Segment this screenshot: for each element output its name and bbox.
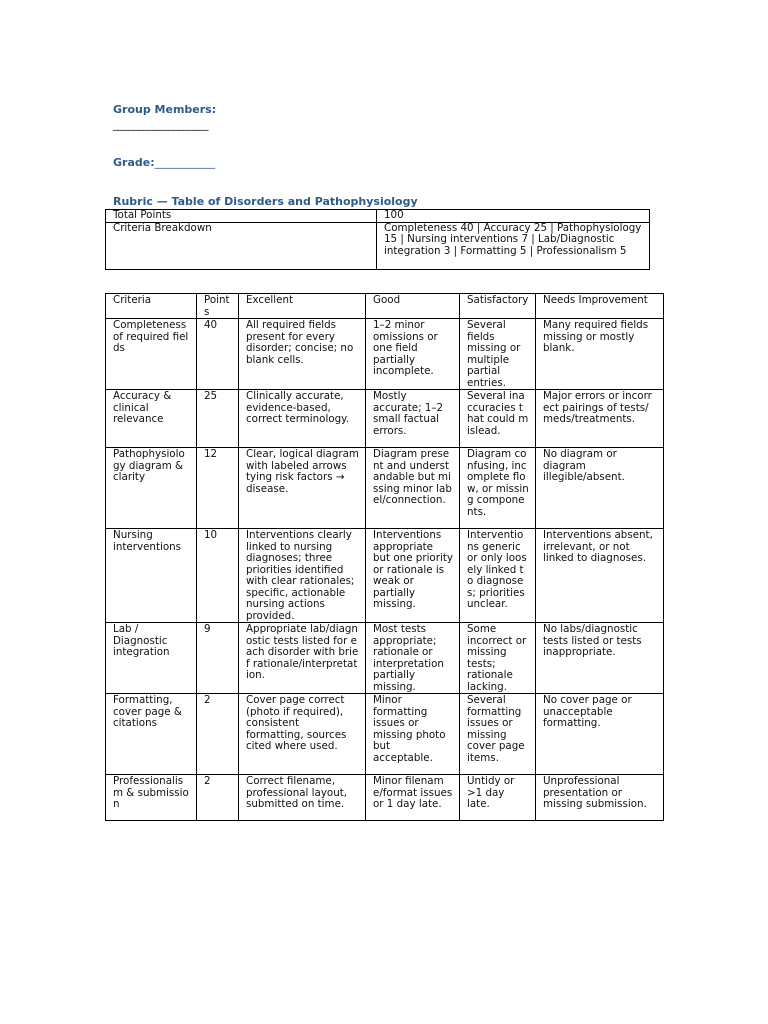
- header-criteria: Criteria: [106, 294, 197, 319]
- cell-good: Minor filename/format issues or 1 day late.: [366, 775, 460, 821]
- table-row: [106, 448, 664, 529]
- group-members-blank: ___________________: [113, 118, 208, 131]
- summary-row: [106, 210, 650, 223]
- cell-needs-improvement: No diagram or diagram illegible/absent.: [536, 448, 664, 529]
- cell-good: Diagram present and understandable but missing minor label/connection.: [366, 448, 460, 529]
- table-header-row: [106, 294, 664, 319]
- rubric-title: Rubric — Table of Disorders and Pathophysiology: [113, 195, 418, 208]
- cell-needs-improvement: No labs/diagnostic tests listed or tests inappropriate.: [536, 623, 664, 694]
- summary-value: 100: [377, 210, 650, 223]
- grade-blank: ____________: [154, 156, 215, 169]
- cell-criteria: Lab / Diagnostic integration: [106, 623, 197, 694]
- cell-points: 25: [197, 390, 239, 448]
- summary-value: Completeness 40 | Accuracy 25 | Pathophysiology 15 | Nursing interventions 7 | Lab/Diagnostic integration 3 | Formatting 5 | Professionalism 5: [377, 222, 650, 269]
- cell-points: 10: [197, 529, 239, 623]
- cell-points: 2: [197, 694, 239, 775]
- cell-satisfactory: Interventions generic or only loosely linked to diagnoses; priorities unclear.: [460, 529, 536, 623]
- summary-label: Criteria Breakdown: [106, 222, 377, 269]
- header-points: Points: [197, 294, 239, 319]
- cell-satisfactory: Some incorrect or missing tests; rationale lacking.: [460, 623, 536, 694]
- cell-points: 40: [197, 319, 239, 390]
- summary-row: [106, 222, 650, 269]
- cell-excellent: Interventions clearly linked to nursing diagnoses; three priorities identified with clear rationales; specific, actionable nursing actions provided.: [239, 529, 366, 623]
- cell-excellent: Correct filename, professional layout, submitted on time.: [239, 775, 366, 821]
- cell-excellent: Appropriate lab/diagnostic tests listed for each disorder with brief rationale/interpretation.: [239, 623, 366, 694]
- header-needs-improvement: Needs Improvement: [536, 294, 664, 319]
- table-row: [106, 775, 664, 821]
- cell-criteria: Nursing interventions: [106, 529, 197, 623]
- cell-excellent: Cover page correct (photo if required), consistent formatting, sources cited where used.: [239, 694, 366, 775]
- grade-line: [113, 156, 215, 169]
- cell-criteria: Pathophysiology diagram & clarity: [106, 448, 197, 529]
- grade-label: Grade:: [113, 156, 155, 169]
- table-row: [106, 529, 664, 623]
- cell-good: Minor formatting issues or missing photo but acceptable.: [366, 694, 460, 775]
- cell-needs-improvement: Many required fields missing or mostly blank.: [536, 319, 664, 390]
- summary-label: Total Points: [106, 210, 377, 223]
- rubric-table: [105, 293, 664, 821]
- cell-excellent: Clear, logical diagram with labeled arrows tying risk factors → disease.: [239, 448, 366, 529]
- table-row: [106, 694, 664, 775]
- cell-satisfactory: Several formatting issues or missing cover page items.: [460, 694, 536, 775]
- cell-good: Most tests appropriate; rationale or interpretation partially missing.: [366, 623, 460, 694]
- cell-criteria: Accuracy & clinical relevance: [106, 390, 197, 448]
- cell-criteria: Completeness of required fields: [106, 319, 197, 390]
- cell-criteria: Professionalism & submission: [106, 775, 197, 821]
- cell-criteria: Formatting, cover page & citations: [106, 694, 197, 775]
- table-row: [106, 623, 664, 694]
- cell-excellent: All required fields present for every disorder; concise; no blank cells.: [239, 319, 366, 390]
- table-row: [106, 319, 664, 390]
- header-good: Good: [366, 294, 460, 319]
- header-satisfactory: Satisfactory: [460, 294, 536, 319]
- cell-points: 12: [197, 448, 239, 529]
- cell-satisfactory: Untidy or >1 day late.: [460, 775, 536, 821]
- cell-satisfactory: Several fields missing or multiple partial entries.: [460, 319, 536, 390]
- cell-needs-improvement: Major errors or incorrect pairings of tests/meds/treatments.: [536, 390, 664, 448]
- group-members-label: Group Members:: [113, 103, 217, 116]
- cell-good: 1–2 minor omissions or one field partially incomplete.: [366, 319, 460, 390]
- cell-good: Interventions appropriate but one priority or rationale is weak or partially missing.: [366, 529, 460, 623]
- cell-satisfactory: Diagram confusing, incomplete flow, or missing components.: [460, 448, 536, 529]
- table-row: [106, 390, 664, 448]
- cell-needs-improvement: No cover page or unacceptable formatting.: [536, 694, 664, 775]
- cell-points: 2: [197, 775, 239, 821]
- cell-good: Mostly accurate; 1–2 small factual errors.: [366, 390, 460, 448]
- header-excellent: Excellent: [239, 294, 366, 319]
- summary-table: [105, 209, 650, 270]
- cell-needs-improvement: Unprofessional presentation or missing submission.: [536, 775, 664, 821]
- cell-satisfactory: Several inaccuracies that could mislead.: [460, 390, 536, 448]
- cell-excellent: Clinically accurate, evidence-based, correct terminology.: [239, 390, 366, 448]
- cell-points: 9: [197, 623, 239, 694]
- cell-needs-improvement: Interventions absent, irrelevant, or not linked to diagnoses.: [536, 529, 664, 623]
